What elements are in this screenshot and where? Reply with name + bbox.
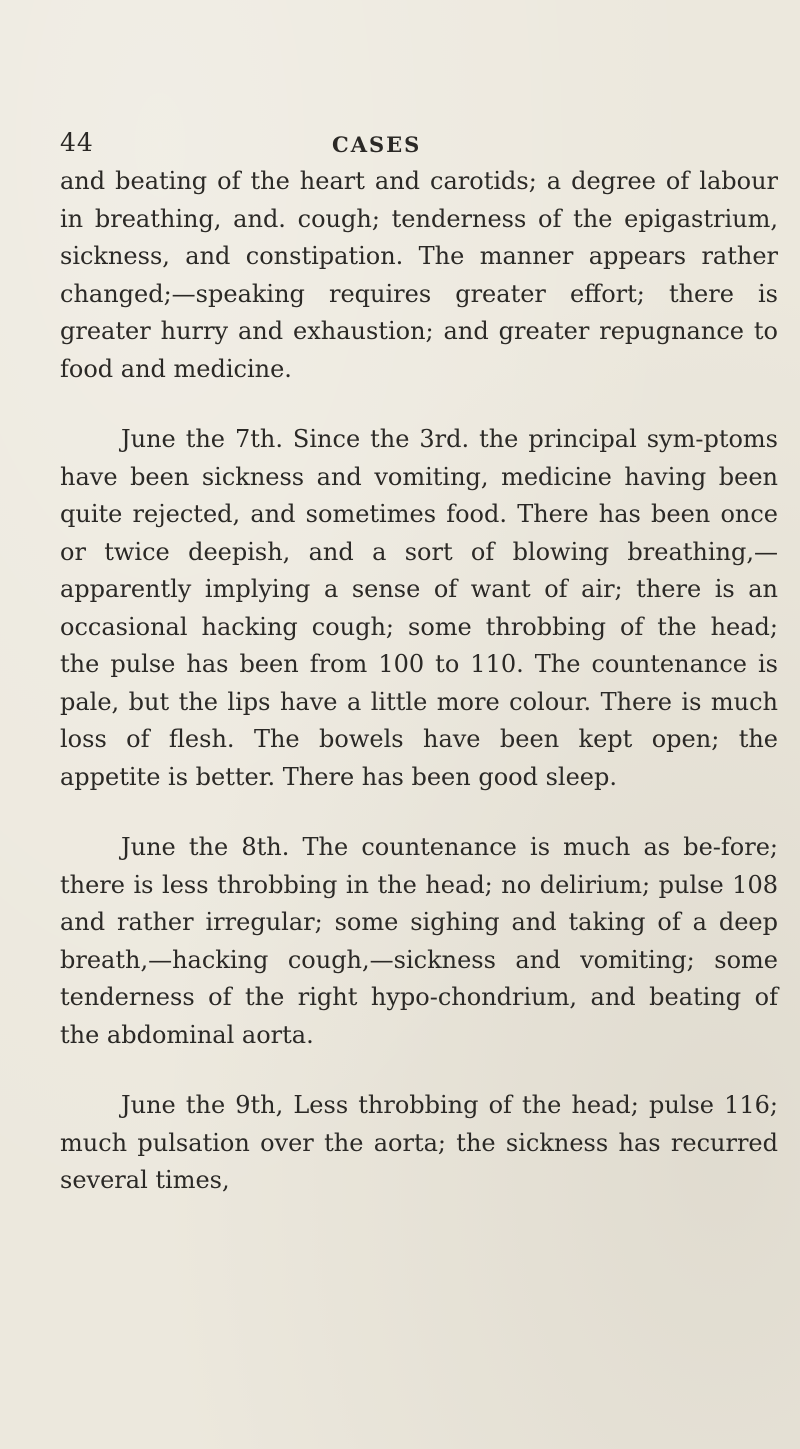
paragraph-june-8: June the 8th. The countenance is much as be-fore; there is less throbbing in the head; no delirium; pulse 108 and rather irregular; some sighing and taking of a deep breath,—hacking cough,—sickness and vomiting; some tenderness of the right hypo-chondrium, and beating of the abdominal aorta. bbox=[60, 833, 778, 1049]
body-text bbox=[60, 163, 778, 1200]
page-number: 44 bbox=[60, 128, 94, 157]
page-header bbox=[60, 128, 740, 168]
paragraph-june-7: June the 7th. Since the 3rd. the principal sym-ptoms have been sickness and vomiting, medicine having been quite rejected, and sometimes food. There has been once or twice deepish, and a sort of blowing breathing,—apparently implying a sense of want of air; there is an occasional hacking cough; some throbbing of the head; the pulse has been from 100 to 110. The countenance is pale, but the lips have a little more colour. There is much loss of flesh. The bowels have been kept open; the appetite is better. There has been good sleep. bbox=[60, 425, 778, 791]
paragraph-june-9: June the 9th, Less throbbing of the head; pulse 116; much pulsation over the aorta; the sickness has recurred several times, bbox=[60, 1091, 778, 1194]
paragraph-gap bbox=[60, 388, 778, 421]
paragraph-continuation: and beating of the heart and carotids; a degree of labour in breathing, and. cough; tenderness of the epigastrium, sickness, and constipation. The manner appears rather changed;—speaking requires greater effort; there is greater hurry and exhaustion; and greater repugnance to food and medicine. bbox=[60, 167, 778, 383]
running-head: CASES bbox=[332, 132, 422, 157]
paragraph-gap bbox=[60, 1054, 778, 1087]
paragraph-gap bbox=[60, 796, 778, 829]
